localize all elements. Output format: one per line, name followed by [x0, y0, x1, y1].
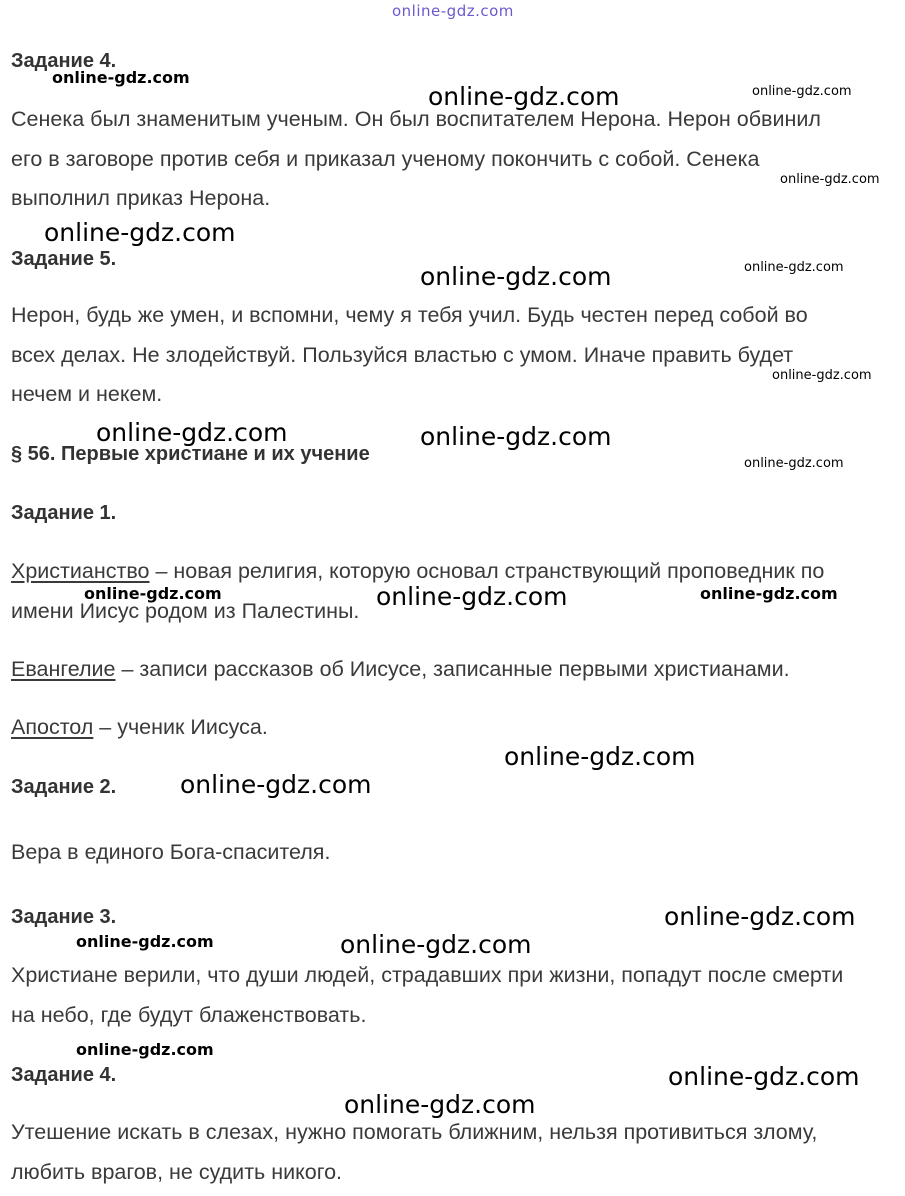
task-4-line-2: его в заговоре против себя и приказал ученому покончить с собой. Сенека — [11, 146, 760, 171]
apostle-definition — [11, 708, 268, 748]
watermark: online-gdz.com — [744, 456, 844, 471]
watermark: online-gdz.com — [752, 84, 852, 99]
section-heading: § 56. Первые христиане и их учение — [11, 443, 370, 465]
apostle-def: – ученик Иисуса. — [93, 715, 268, 739]
task-4-line-3: выполнил приказ Нерона. — [11, 186, 271, 210]
watermark: online-gdz.com — [44, 218, 236, 247]
section-task-3-text — [11, 956, 843, 1035]
watermark: online-gdz.com — [180, 770, 372, 799]
section-task-3-heading: Задание 3. — [11, 906, 117, 928]
watermark: online-gdz.com — [780, 172, 880, 187]
header-watermark: online-gdz.com — [392, 2, 514, 20]
task-5-line-1: Нерон, будь же умен, и вспомни, чему я тебя учил. Будь честен перед собой во — [11, 303, 808, 327]
christianity-def-1: – новая религия, которую основал странствующий проповедник по — [149, 559, 825, 583]
watermark: online-gdz.com — [772, 368, 872, 383]
section-task-2-text: Вера в единого Бога-спасителя. — [11, 840, 331, 864]
watermark: online-gdz.com — [76, 1040, 214, 1059]
section-task-4-heading: Задание 4. — [11, 1064, 117, 1086]
section-task-1-heading: Задание 1. — [11, 502, 117, 524]
watermark: online-gdz.com — [420, 422, 612, 451]
christianity-def-2: имени Иисус родом из Палестины. — [11, 598, 360, 623]
section-task-4-line-2: любить врагов, не судить никого. — [11, 1159, 343, 1184]
watermark: online-gdz.com — [376, 582, 568, 611]
task-5-heading: Задание 5. — [11, 248, 117, 270]
gospel-term: Евангелие — [11, 657, 116, 681]
gospel-line — [11, 650, 790, 690]
task-4-line-1: Сенека был знаменитым ученым. Он был воспитателем Нерона. Нерон обвинил — [11, 107, 821, 131]
watermark: online-gdz.com — [420, 262, 612, 291]
watermark: online-gdz.com — [84, 584, 222, 603]
gospel-definition — [11, 650, 790, 690]
watermark: online-gdz.com — [668, 1062, 860, 1091]
section-task-3-line-1: Христиане верили, что души людей, страдавших при жизни, попадут после смерти — [11, 963, 844, 987]
christianity-term: Христианство — [11, 559, 150, 583]
watermark: online-gdz.com — [340, 930, 532, 959]
watermark: online-gdz.com — [700, 584, 838, 603]
watermark: online-gdz.com — [664, 902, 856, 931]
watermark: online-gdz.com — [744, 260, 844, 275]
apostle-line — [11, 708, 268, 748]
watermark: online-gdz.com — [428, 82, 620, 111]
watermark: online-gdz.com — [76, 932, 214, 951]
task-4-heading: Задание 4. — [11, 50, 117, 72]
task-5-text — [11, 296, 808, 415]
section-task-3-line-2: на небо, где будут блаженствовать. — [11, 1002, 367, 1027]
watermark: online-gdz.com — [344, 1090, 536, 1119]
watermark: online-gdz.com — [52, 68, 190, 87]
watermark: online-gdz.com — [504, 742, 696, 771]
task-4-text — [11, 100, 821, 219]
task-5-line-3: нечем и некем. — [11, 382, 163, 406]
section-task-4-line-1: Утешение искать в слезах, нужно помогать ближним, нельзя противиться злому, — [11, 1120, 818, 1144]
gospel-def: – записи рассказов об Иисусе, записанные первыми христианами. — [115, 657, 790, 681]
section-task-2-heading: Задание 2. — [11, 776, 117, 798]
task-5-line-2: всех делах. Не злодействуй. Пользуйся властью с умом. Иначе править будет — [11, 342, 794, 367]
apostle-term: Апостол — [11, 715, 94, 739]
watermark: online-gdz.com — [96, 418, 288, 447]
section-task-4-text — [11, 1113, 817, 1192]
